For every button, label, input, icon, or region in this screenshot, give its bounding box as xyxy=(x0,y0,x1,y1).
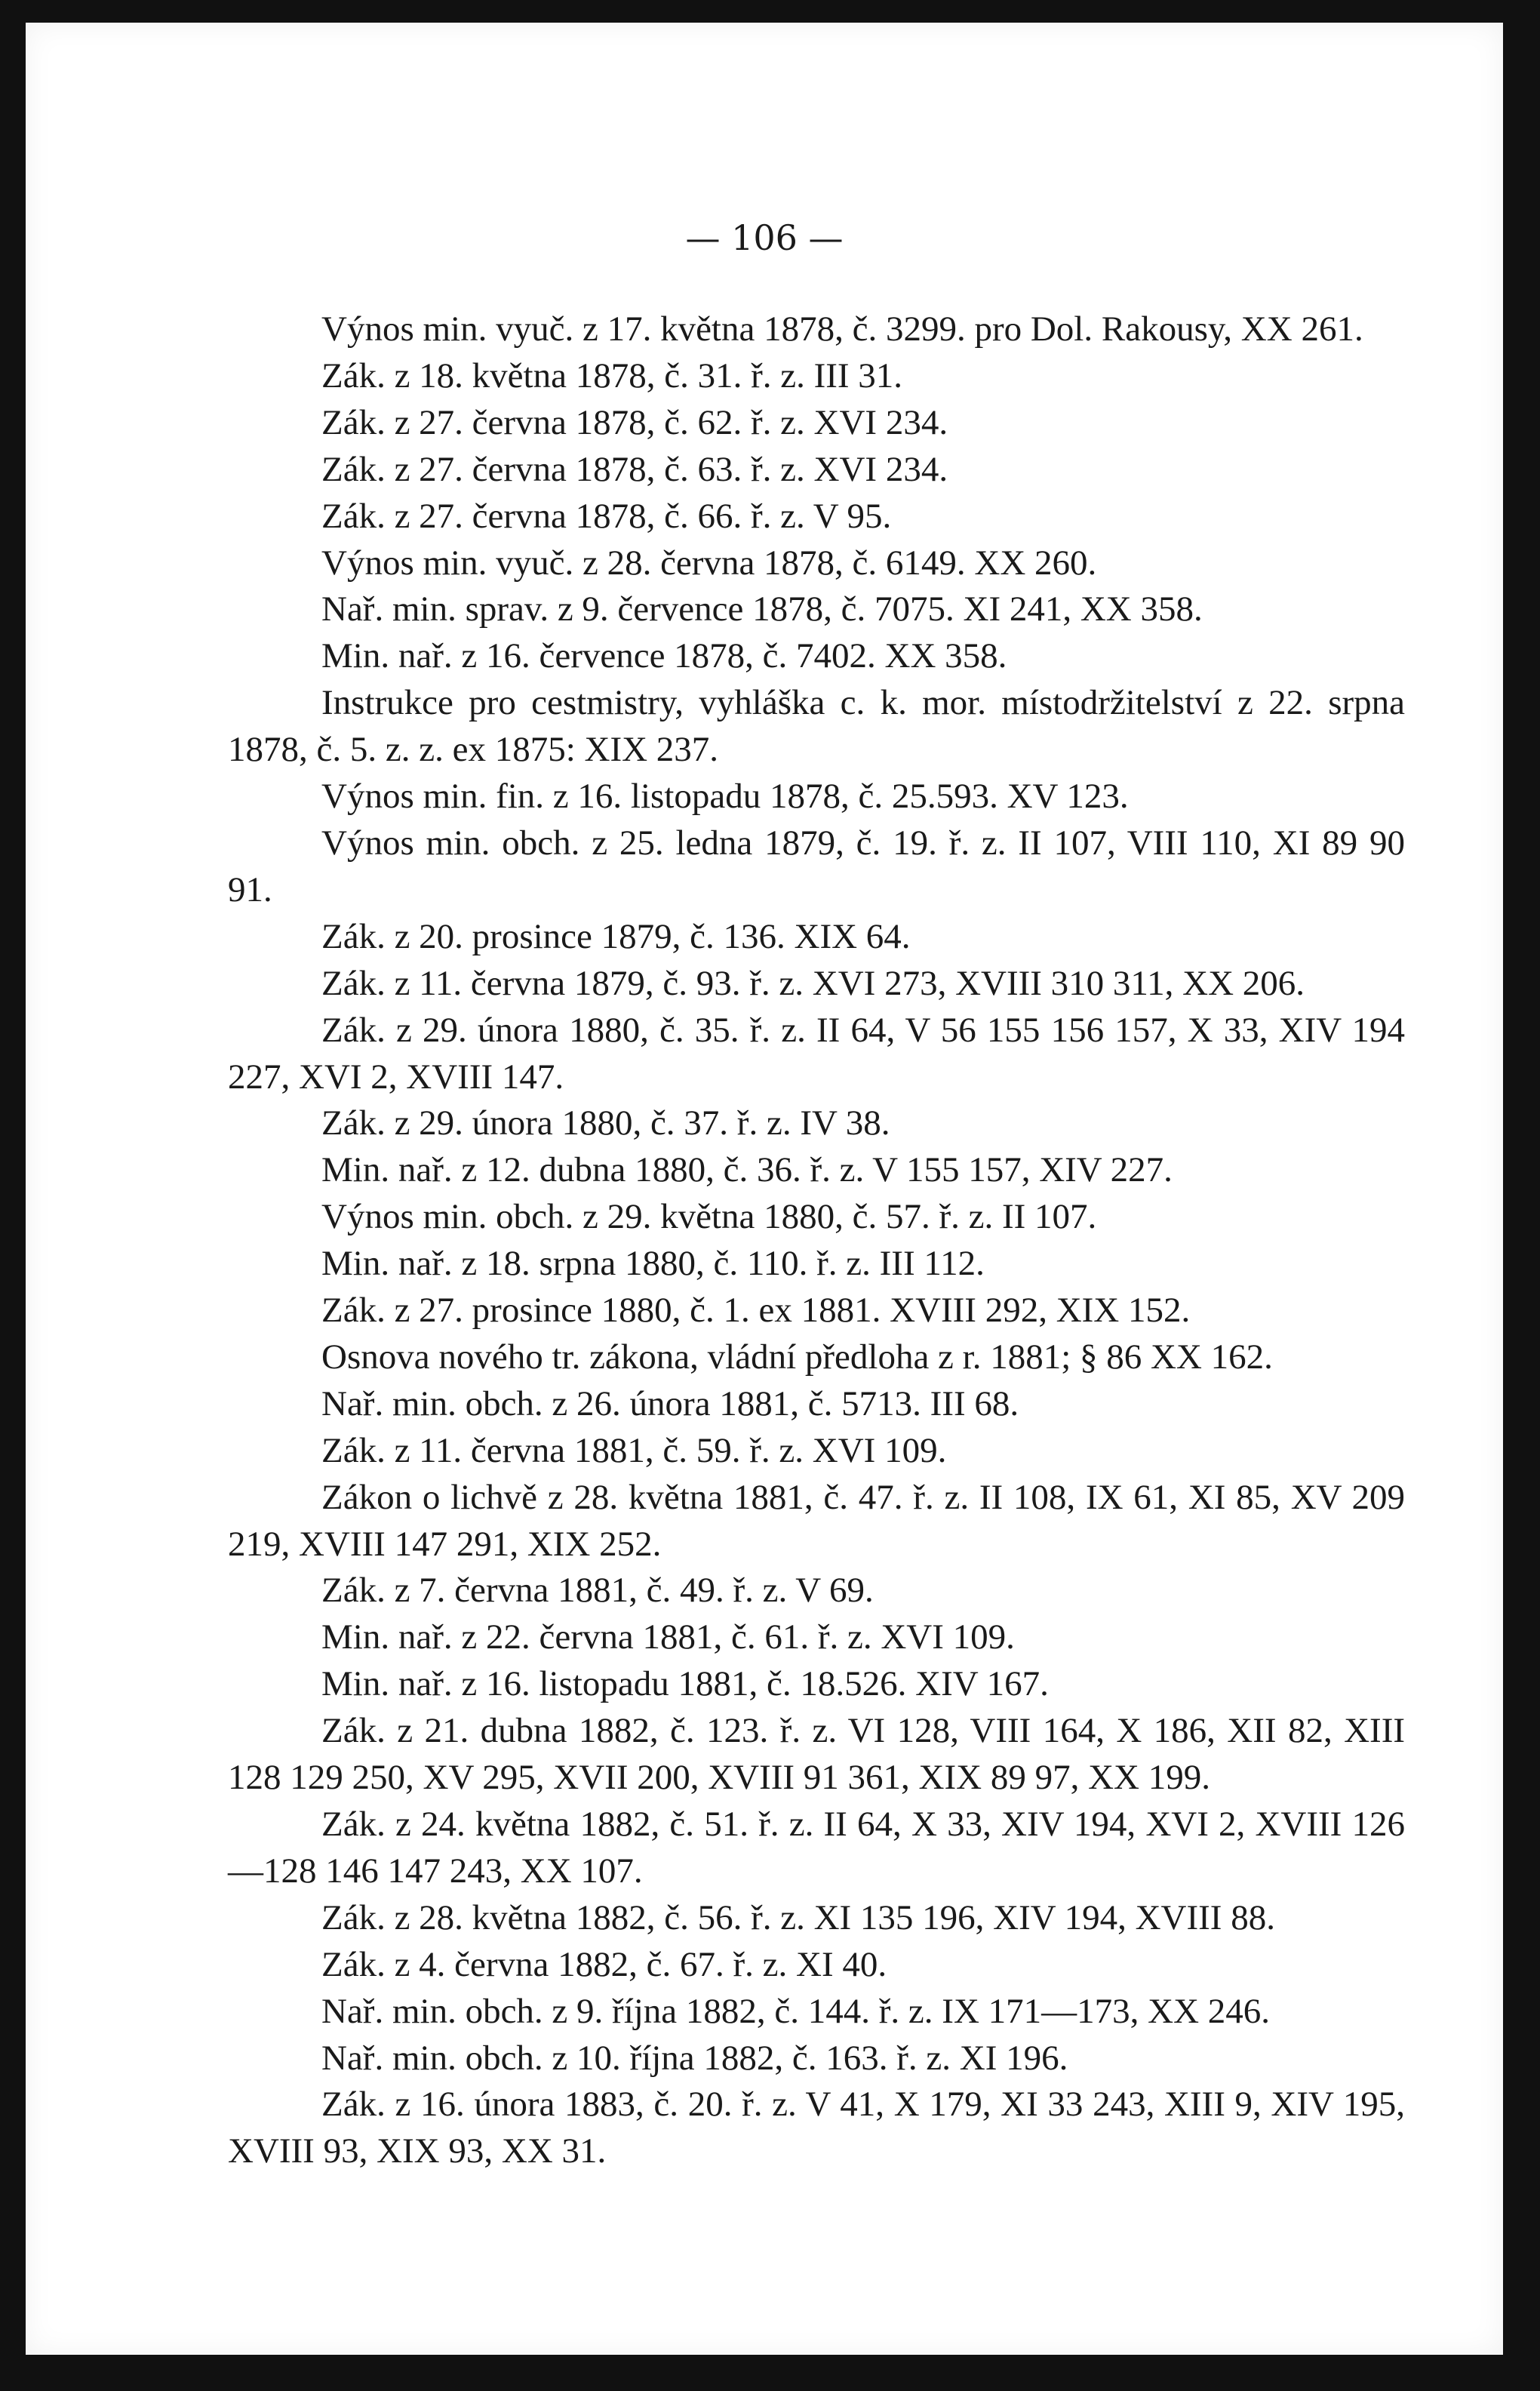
citation-entry: Zák. z 7. června 1881, č. 49. ř. z. V 69. xyxy=(321,1571,874,1611)
citation-entry: Nař. min. obch. z 26. února 1881, č. 5713. III 68. xyxy=(321,1383,1019,1423)
citation-entry: Zák. z 27. června 1878, č. 63. ř. z. XVI 234. xyxy=(321,449,948,489)
citation-entry: Zák. z 27. června 1878, č. 66. ř. z. V 95. xyxy=(321,496,892,536)
citation-entry: Zákon o lichvě z 28. května 1881, č. 47. ř. z. II 108, IX 61, XI 85, XV 209 219, XVIII 147 291, XIX 252. xyxy=(228,1477,1405,1564)
citation-entry: Zák. z 11. června 1881, č. 59. ř. z. XVI 109. xyxy=(321,1430,947,1470)
citation-entry: Zák. z 27. prosince 1880, č. 1. ex 1881. XVIII 292, XIX 152. xyxy=(321,1291,1191,1331)
citation-entry: Zák. z 18. května 1878, č. 31. ř. z. III 31. xyxy=(321,355,903,395)
citation-entry: Min. nař. z 16. listopadu 1881, č. 18.526. XIV 167. xyxy=(321,1664,1049,1704)
citation-entry: Zák. z 4. června 1882, č. 67. ř. z. XI 40. xyxy=(321,1944,887,1984)
citation-entry: Zák. z 11. června 1879, č. 93. ř. z. XVI 273, XVIII 310 311, XX 206. xyxy=(321,963,1305,1003)
citation-entry: Min. nař. z 18. srpna 1880, č. 110. ř. z. III 112. xyxy=(321,1244,985,1284)
book-page xyxy=(26,23,1503,2355)
citation-entry: Zák. z 21. dubna 1882, č. 123. ř. z. VI 128, VIII 164, X 186, XII 82, XIII 128 129 250, XV 295, XVII 200, XVIII 91 361, XIX 89 97, XX 199. xyxy=(228,1711,1405,1798)
citation-entry: Výnos min. fin. z 16. listopadu 1878, č. 25.593. XV 123. xyxy=(321,777,1129,817)
citation-entry: Nař. min. sprav. z 9. července 1878, č. 7075. XI 241, XX 358. xyxy=(321,589,1203,629)
citation-entry: Min. nař. z 12. dubna 1880, č. 36. ř. z. V 155 157, XIV 227. xyxy=(321,1150,1173,1190)
citation-entry: Min. nař. z 16. července 1878, č. 7402. XX 358. xyxy=(321,636,1007,676)
citation-entry: Zák. z 16. února 1883, č. 20. ř. z. V 41, X 179, XI 33 243, XIII 9, XIV 195, XVIII 93, XIX 93, XX 31. xyxy=(228,2085,1405,2171)
citation-entry: Instrukce pro cestmistry, vyhláška c. k. mor. místodržitelství z 22. srpna 1878, č. 5. z. z. ex 1875: XIX 237. xyxy=(228,683,1405,770)
page-number: — 106 — xyxy=(685,217,844,258)
citation-entry: Výnos min. vyuč. z 28. června 1878, č. 6149. XX 260. xyxy=(321,543,1097,583)
citation-entry: Zák. z 24. května 1882, č. 51. ř. z. II 64, X 33, XIV 194, XVI 2, XVIII 126—128 146 147 243, XX 107. xyxy=(228,1805,1405,1891)
citation-entry: Zák. z 27. června 1878, č. 62. ř. z. XVI 234. xyxy=(321,402,948,442)
citation-entry: Nař. min. obch. z 9. října 1882, č. 144. ř. z. IX 171—173, XX 246. xyxy=(321,1991,1271,2031)
citation-entry: Výnos min. vyuč. z 17. května 1878, č. 3299. pro Dol. Rakousy, XX 261. xyxy=(321,309,1363,349)
citation-list xyxy=(228,306,1405,2175)
citation-entry: Nař. min. obch. z 10. října 1882, č. 163. ř. z. XI 196. xyxy=(321,2038,1068,2078)
citation-entry: Zák. z 20. prosince 1879, č. 136. XIX 64. xyxy=(321,916,911,956)
citation-entry: Výnos min. obch. z 25. ledna 1879, č. 19. ř. z. II 107, VIII 110, XI 89 90 91. xyxy=(228,823,1405,909)
citation-entry: Osnova nového tr. zákona, vládní předloha z r. 1881; § 86 XX 162. xyxy=(321,1337,1273,1377)
citation-entry: Zák. z 28. května 1882, č. 56. ř. z. XI 135 196, XIV 194, XVIII 88. xyxy=(321,1897,1275,1937)
citation-entry: Zák. z 29. února 1880, č. 37. ř. z. IV 38. xyxy=(321,1103,890,1143)
citation-entry: Min. nař. z 22. června 1881, č. 61. ř. z. XVI 109. xyxy=(321,1617,1015,1657)
citation-entry: Zák. z 29. února 1880, č. 35. ř. z. II 64, V 56 155 156 157, X 33, XIV 194 227, XVI 2, XVIII 147. xyxy=(228,1010,1405,1097)
citation-entry: Výnos min. obch. z 29. května 1880, č. 57. ř. z. II 107. xyxy=(321,1197,1097,1237)
